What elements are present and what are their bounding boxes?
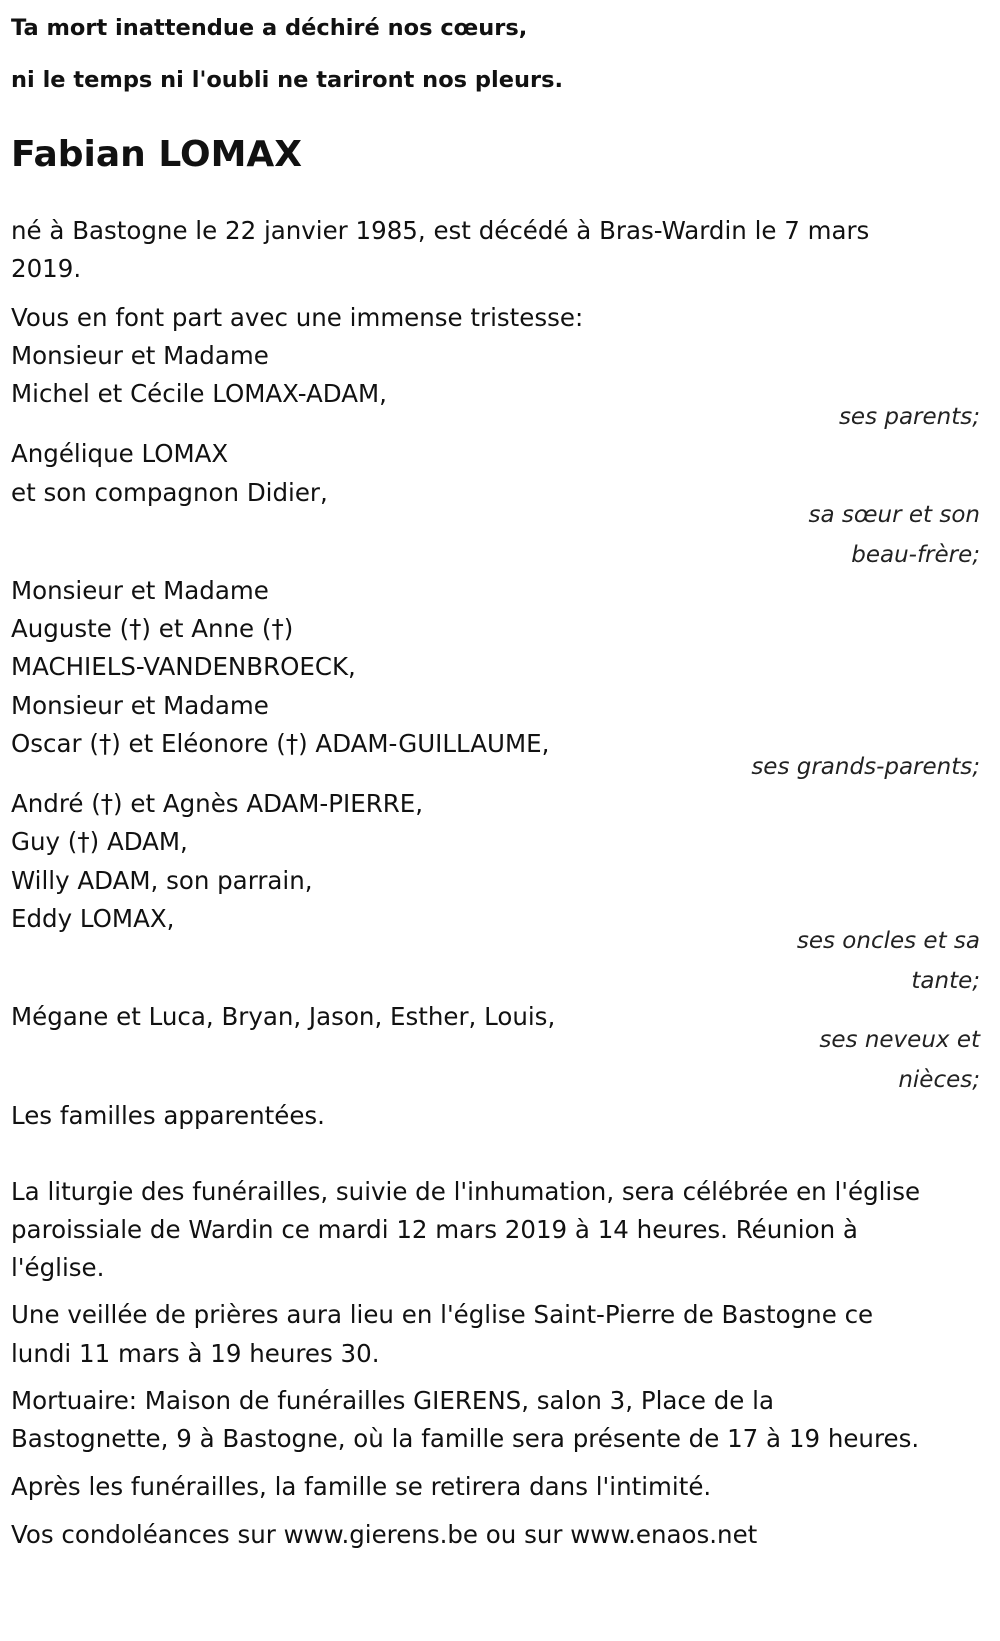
uncles-line: Guy (†) ADAM, <box>11 827 188 856</box>
birth-death-line-2: 2019. <box>11 254 82 283</box>
grandparents-line: MACHIELS-VANDENBROECK, <box>11 652 356 681</box>
parents-relation <box>839 397 980 437</box>
funeral-line: l'église. <box>11 1253 105 1282</box>
epitaph-line-2: ni le temps ni l'oubli ne tariront nos pleurs. <box>11 67 564 93</box>
grandparents-line: Oscar (†) et Eléonore (†) ADAM-GUILLAUME, <box>11 729 550 758</box>
funeral-line: paroissiale de Wardin ce mardi 12 mars 2019 à 14 heures. Réunion à <box>11 1215 858 1244</box>
relation-line: ses oncles et sa <box>796 928 980 954</box>
mortuary-line: Mortuaire: Maison de funérailles GIERENS, salon 3, Place de la <box>11 1386 774 1415</box>
obituary <box>11 0 991 1549</box>
uncles-line: Willy ADAM, son parrain, <box>11 866 313 895</box>
vigil-line: lundi 11 mars à 19 heures 30. <box>11 1339 380 1368</box>
condolences-line: Vos condoléances sur www.gierens.be ou sur www.enaos.net <box>11 1520 758 1549</box>
relation-line: nièces; <box>898 1067 980 1093</box>
uncles-relation <box>797 921 980 1001</box>
grandparents-line: Monsieur et Madame <box>11 691 269 720</box>
relation-line: tante; <box>911 968 980 994</box>
families-line: Les familles apparentées. <box>11 1101 325 1130</box>
after-funeral-line: Après les funérailles, la famille se retirera dans l'intimité. <box>11 1472 712 1501</box>
relation-line: beau-frère; <box>851 542 980 568</box>
grandparents-line: Auguste (†) et Anne (†) <box>11 614 294 643</box>
vigil-line: Une veillée de prières aura lieu en l'église Saint-Pierre de Bastogne ce <box>11 1300 874 1329</box>
grandparents-line: Monsieur et Madame <box>11 576 269 605</box>
sister-line: Angélique LOMAX <box>11 439 229 468</box>
parents-line: Michel et Cécile LOMAX-ADAM, <box>11 379 387 408</box>
deceased-name: Fabian LOMAX <box>11 134 303 175</box>
sister-relation <box>809 495 980 575</box>
uncles-line: André (†) et Agnès ADAM-PIERRE, <box>11 789 424 818</box>
relation-line: ses parents; <box>838 404 980 430</box>
sister-line: et son compagnon Didier, <box>11 478 328 507</box>
parents-line: Monsieur et Madame <box>11 341 269 370</box>
grandparents-relation <box>751 747 980 787</box>
epitaph <box>11 0 991 104</box>
relation-line: sa sœur et son <box>808 502 980 528</box>
nephews-relation <box>819 1020 980 1100</box>
announcement: Vous en font part avec une immense tristesse: <box>11 303 584 332</box>
relation-line: ses neveux et <box>819 1027 980 1053</box>
epitaph-line-1: Ta mort inattendue a déchiré nos cœurs, <box>11 15 528 41</box>
relation-line: ses grands-parents; <box>751 754 980 780</box>
mortuary-line: Bastognette, 9 à Bastogne, où la famille sera présente de 17 à 19 heures. <box>11 1424 920 1453</box>
funeral-line: La liturgie des funérailles, suivie de l'inhumation, sera célébrée en l'église <box>11 1177 921 1206</box>
birth-death-line-1: né à Bastogne le 22 janvier 1985, est décédé à Bras-Wardin le 7 mars <box>11 216 870 245</box>
uncles-line: Eddy LOMAX, <box>11 904 175 933</box>
nephews-line: Mégane et Luca, Bryan, Jason, Esther, Louis, <box>11 1002 556 1031</box>
